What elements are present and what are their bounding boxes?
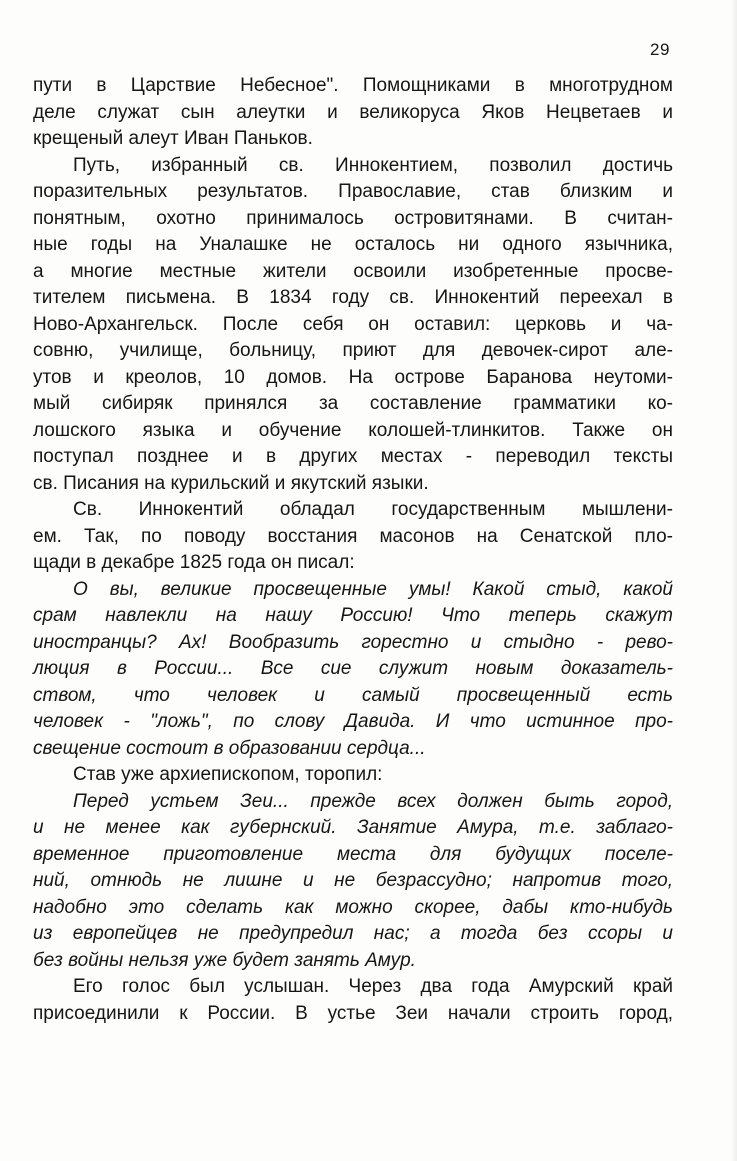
text-line: Его голос был услышан. Через два года Амурский край [73,976,673,997]
quote-line: Перед устьем Зеи... прежде всех должен быть город, [73,790,673,812]
quote-line: свещение состоит в образовании сердца... [33,737,426,759]
text-line: поразительных результатов. Православие, став близким и [33,181,673,202]
text-line: пути в Царствие Небесное". Помощниками в многотрудном [33,75,673,96]
quote-line: человек - "ложь", по слову Давида. И что истинное про- [33,711,673,732]
text-line: мый сибиряк принялся за составление грамматики ко- [33,393,673,414]
text-line: поступал позднее и в других местах - переводил тексты [33,446,673,467]
text-line: понятным, охотно принималось островитянами. В считан- [33,207,673,229]
text-line: Став уже архиепископом, торопил: [73,764,383,785]
quote-line: надобно это сделать как можно скорее, дабы кто-нибудь [33,896,673,918]
text-line: утов и креолов, 10 домов. На острове Баранова неутоми- [33,366,673,388]
page-number: 29 [650,40,670,59]
text-line: щади в декабре 1825 года он писал: [33,552,355,573]
text-line: ем. Так, по поводу восстания масонов на Сенатской пло- [33,525,673,547]
quote-line: без войны нельзя уже будет занять Амур. [33,949,416,971]
quote-line: из европейцев не предупредил нас; а тогда без ссоры и [33,923,673,944]
quote-line: ством, что человек и самый просвещенный есть [33,684,673,706]
body-text [33,73,673,1027]
text-line: ные годы на Уналашке не осталось ни одного язычника, [33,234,673,255]
text-line: св. Писания на курильский и якутский языки. [33,472,429,494]
text-line: Путь, избранный св. Иннокентием, позволил достичь [73,154,673,176]
quote-line: и не менее как губернский. Занятие Амура, т.е. заблаго- [33,817,673,838]
text-line: а многие местные жители освоили изобретенные просве- [33,260,673,282]
quote-line: О вы, великие просвещенные умы! Какой стыд, какой [73,578,673,600]
quote-line: ний, отнюдь не лишне и не безрассудно; напротив того, [33,870,673,891]
text-line: тителем письмена. В 1834 году св. Иннокентий переехал в [33,287,673,308]
text-line: деле служат сын алеутки и великоруса Яков Нецветаев и [33,101,673,123]
quote-line: временное приготовление места для будущих поселе- [33,843,673,865]
quote-line: иностранцы? Ах! Вообразить горестно и стыдно - рево- [33,631,673,653]
page-edge-shadow [731,0,737,1161]
quote-line: люция в России... Все сие служит новым доказатель- [33,658,673,679]
quote-line: срам навлекли на нашу Россию! Что теперь скажут [33,605,673,626]
text-line: совню, училище, больницу, приют для девочек-сирот але- [33,340,673,361]
text-line: крещеный алеут Иван Паньков. [33,128,313,149]
text-line: Ново-Архангельск. После себя он оставил: церковь и ча- [33,313,673,335]
text-line: лошского языка и обучение колошей-тлинкитов. Также он [33,419,673,441]
text-line: присоединили к России. В устье Зеи начали строить город, [33,1002,673,1024]
text-line: Св. Иннокентий обладал государственным мышлени- [73,499,673,520]
